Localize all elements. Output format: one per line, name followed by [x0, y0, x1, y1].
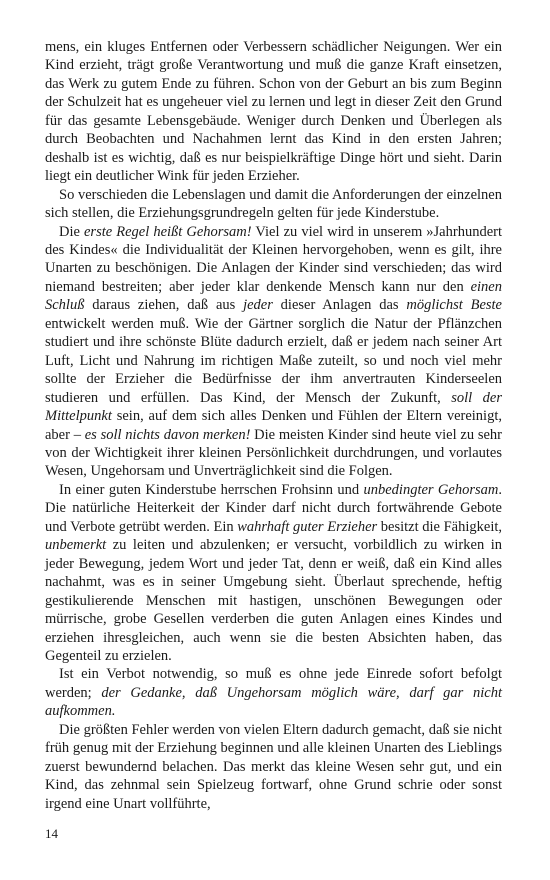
paragraph	[45, 186, 502, 223]
emphasis-text: soll der Mittelpunkt	[45, 389, 503, 425]
text-run: dieser Anlagen das	[272, 297, 407, 314]
text-run: entwickelt werden muß. Wie der Gärtner sorglich die Natur der Pflänzchen studiert und ihre schönste Blüte dadurch erzielt, daß er jedem nach seiner Art Luft, Licht und Nahrung im richtigen Maße zuteilt, so und noch viel mehr sollte der Erzieher die Bedürfnisse der ihm anvertrauten Kinderseelen studieren und erfüllen. Das Kind, der Mensch der Zukunft,	[45, 315, 502, 406]
emphasis-text: es soll nichts davon merken!	[84, 426, 251, 443]
text-run: daraus ziehen, daß aus	[84, 297, 244, 314]
text-run: . Die natürliche Heiterkeit der Kinder darf nicht durch fortwährende Gebote und Verbote getrübt werden. Ein	[45, 481, 502, 535]
page-number: 14	[45, 826, 58, 841]
text-run: Die meisten Kinder sind heute viel zu sehr von der Wichtigkeit ihrer kleinen Persönlichkeit durchdrungen, und vorlautes Wesen, Ungehorsam und Unverträglichkeit sind die Folgen.	[45, 426, 502, 480]
text-run: Die	[59, 223, 84, 240]
paragraph	[45, 665, 502, 720]
paragraph	[45, 38, 502, 186]
text-run: mens, ein kluges Entfernen oder Verbessern schädlicher Neigungen. Wer ein Kind erzieht, trägt große Verantwortung und muß die ganze Kraft einsetzen, das Werk zu gutem Ende zu führen. Schon von der Geburt an bis zum Beginn der Schulzeit hat es ungeheuer viel zu lernen und legt in dieser Zeit den Grund für das gesamte Lebensgebäude. Weniger durch Denken und Überlegen als durch Beobachten und Nachahmen lernt das Kind in den ersten Jahren; deshalb ist es wichtig, daß es nur beispielkräftige Dinge hört und sieht. Darin liegt ein deutlicher Wink für jeden Erzieher.	[45, 39, 502, 185]
emphasis-text: wahrhaft guter Erzieher	[237, 518, 378, 535]
text-run: So verschieden die Lebenslagen und damit die Anforderungen der einzelnen sich stellen, die Erziehungsgrundregeln gelten für jede Kinderstube.	[45, 186, 502, 222]
text-run: Viel zu viel wird in unserem »Jahrhundert des Kindes« die Individualität der Kleinen hervorgehoben, wenn es gilt, ihre Unarten zu beschönigen. Die Anlagen der Kinder sind verschieden; das wird niemand bestreiten; aber jeder klar denkende Mensch kann nur den	[45, 223, 502, 295]
emphasis-text: möglichst Beste	[406, 297, 502, 314]
emphasis-text: unbedingter Gehorsam	[363, 481, 499, 498]
paragraph	[45, 223, 502, 481]
text-run: In einer guten Kinderstube herrschen Frohsinn und	[59, 481, 364, 498]
emphasis-text: einen Schluß	[45, 278, 502, 314]
text-run: Ist ein Verbot notwendig, so muß es ohne jede Einrede sofort befolgt werden;	[45, 666, 502, 701]
text-run: zu leiten und abzulenken; er versucht, vorbildlich zu wirken in jeder Bewegung, jedem Wort und jeder Tat, denn er weiß, daß ein Kind alles nachahmt, was es in seiner Umgebung sieht. Überlaut sprechende, heftig gestikulierende Menschen mit hastigen, unschönen Bewegungen oder mürrische, grobe Gesellen verderben die guten Anlagen eines Kindes und erziehen ihresgleichen, auch wenn sie die besten Absichten haben, das Gegenteil zu erzielen.	[45, 537, 502, 664]
page-body	[45, 38, 502, 813]
emphasis-text: jeder	[243, 297, 273, 314]
text-run: besitzt die Fähigkeit,	[377, 518, 503, 535]
emphasis-text: der Gedanke, daß Ungehorsam möglich wäre, darf gar nicht aufkommen.	[45, 684, 502, 720]
emphasis-text: erste Regel heißt Gehorsam!	[84, 223, 252, 240]
text-run: sein, auf dem sich alles Denken und Fühlen der Eltern vereinigt, aber –	[45, 408, 502, 443]
paragraph	[45, 481, 502, 666]
paragraph	[45, 721, 502, 813]
emphasis-text: unbemerkt	[45, 537, 107, 554]
text-run: Die größten Fehler werden von vielen Eltern dadurch gemacht, daß sie nicht früh genug mit der Erziehung beginnen und alle kleinen Unarten des Lieblings zuerst bewundernd belachen. Das merkt das kleine Wesen sehr gut, und ein Kind, das zehnmal sein Spielzeug fortwarf, ohne Grund schrie oder sonst irgend eine Unart vollführte,	[45, 721, 502, 812]
